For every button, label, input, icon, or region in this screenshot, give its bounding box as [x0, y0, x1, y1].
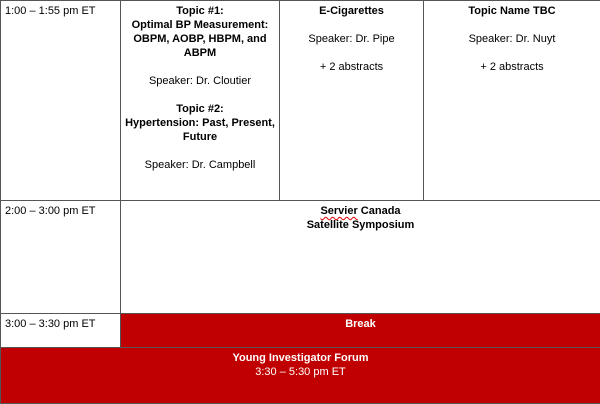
time-cell: [1, 1, 121, 201]
ecig-cell: [280, 1, 424, 201]
time-label: 3:00 – 3:30 pm ET: [5, 317, 116, 331]
forum-title: Young Investigator Forum: [5, 351, 596, 365]
topic2-title: Hypertension: Past, Present, Future: [125, 116, 275, 144]
time-cell: [1, 201, 121, 314]
topic1-speaker: Speaker: Dr. Cloutier: [125, 74, 275, 88]
time-label: 1:00 – 1:55 pm ET: [5, 4, 116, 18]
topic1-label: Topic #1:: [125, 4, 275, 18]
forum-cell: [1, 348, 600, 404]
time-cell: [1, 314, 121, 348]
topics-cell: [121, 1, 280, 201]
symposium-cell: [121, 201, 600, 314]
tbc-speaker: Speaker: Dr. Nuyt: [428, 32, 596, 46]
ecig-title: E-Cigarettes: [284, 4, 419, 18]
break-title: Break: [125, 317, 596, 331]
sponsor-country: Canada: [358, 205, 401, 217]
break-cell: [121, 314, 600, 348]
ecig-abstracts: + 2 abstracts: [284, 60, 419, 74]
topic1-title: Optimal BP Measurement: OBPM, AOBP, HBPM, and ABPM: [125, 18, 275, 60]
symposium-title: Satellite Symposium: [125, 218, 596, 232]
tbc-title: Topic Name TBC: [428, 4, 596, 18]
forum-time: 3:30 – 5:30 pm ET: [5, 365, 596, 379]
tbc-cell: [424, 1, 600, 201]
topic2-label: Topic #2:: [125, 102, 275, 116]
topic2-speaker: Speaker: Dr. Campbell: [125, 158, 275, 172]
symposium-sponsor: [125, 204, 596, 218]
session-row-1: [1, 1, 600, 201]
session-row-4: [1, 348, 600, 404]
session-row-2: [1, 201, 600, 314]
time-label: 2:00 – 3:00 pm ET: [5, 204, 116, 218]
session-row-3: [1, 314, 600, 348]
ecig-speaker: Speaker: Dr. Pipe: [284, 32, 419, 46]
tbc-abstracts: + 2 abstracts: [428, 60, 596, 74]
sponsor-name: Servier: [320, 205, 357, 217]
